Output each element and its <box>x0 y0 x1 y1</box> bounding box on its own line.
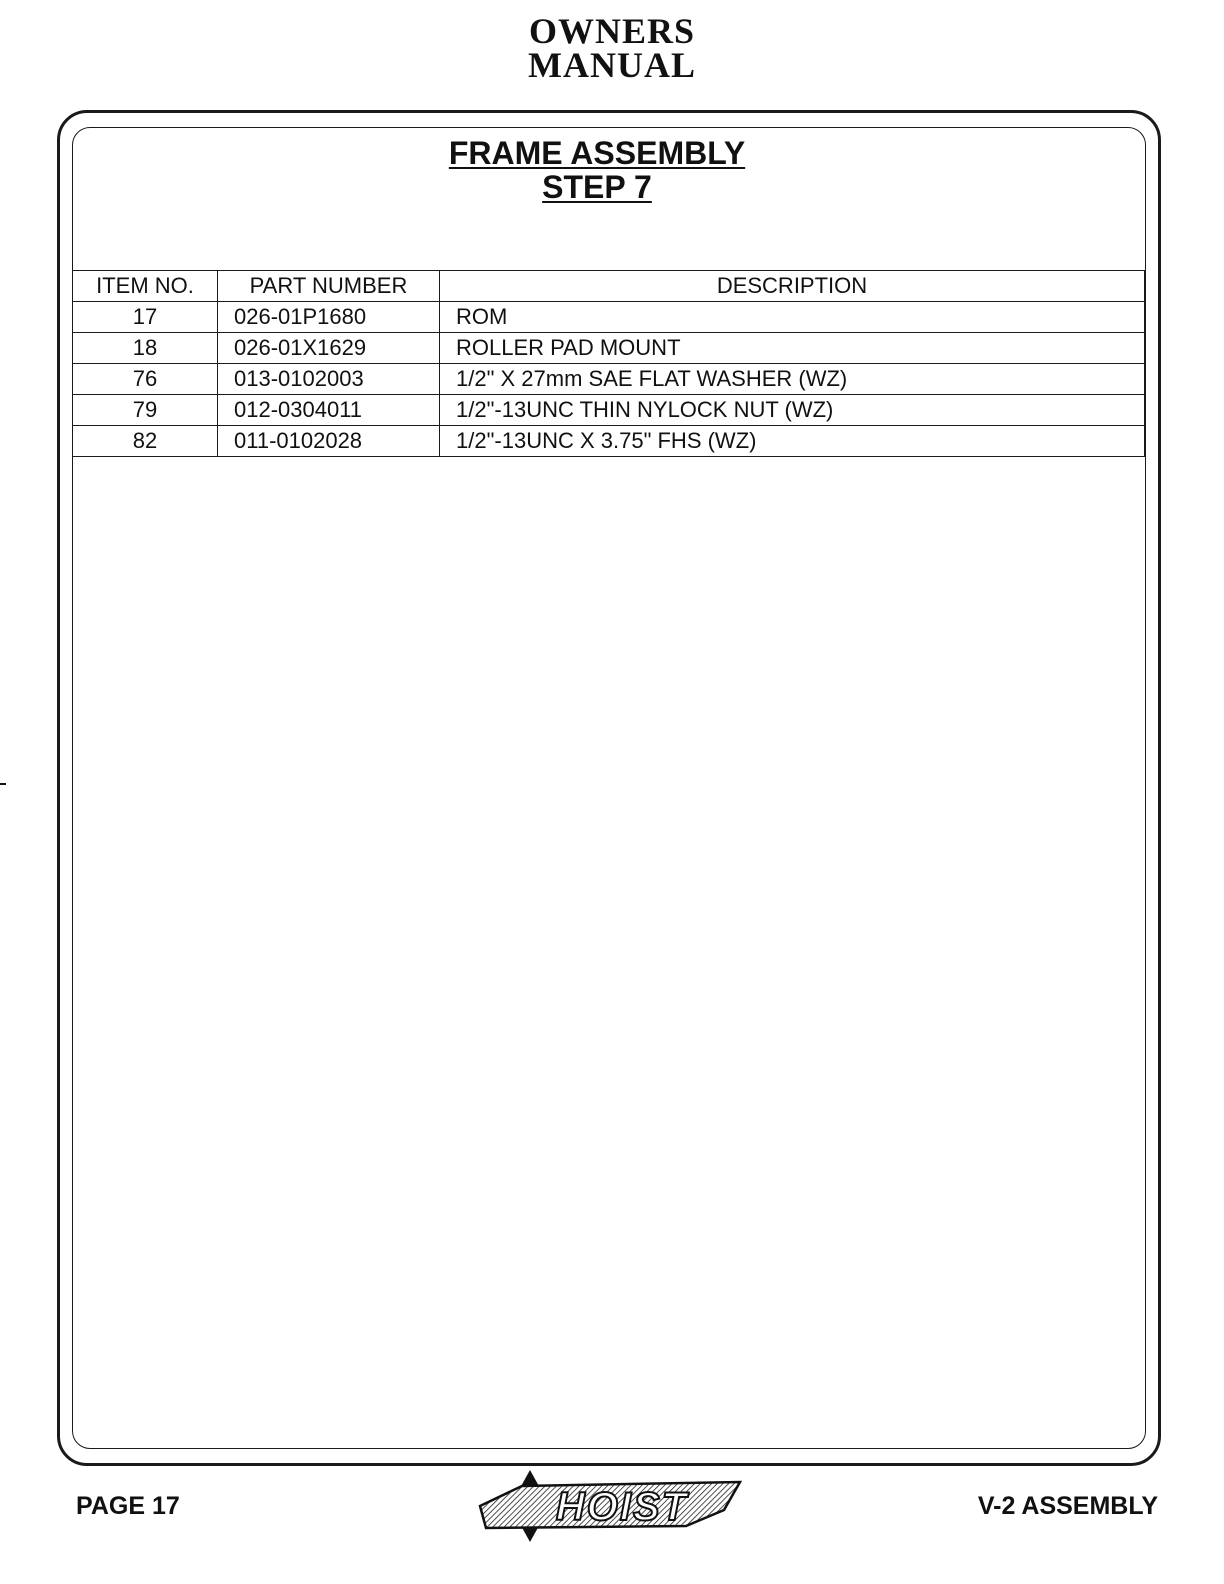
item-no-cell: 17 <box>73 302 218 333</box>
column-header-part-number: PART NUMBER <box>218 271 440 302</box>
part-number-cell: 011-0102028 <box>218 426 440 457</box>
column-header-description: DESCRIPTION <box>440 271 1145 302</box>
logo-wordmark: HOIST <box>555 1485 689 1529</box>
item-no-cell: 76 <box>73 364 218 395</box>
description-cell: 1/2" X 27mm SAE FLAT WASHER (WZ) <box>440 364 1145 395</box>
part-number-cell: 013-0102003 <box>218 364 440 395</box>
part-number-cell: 026-01X1629 <box>218 333 440 364</box>
table-row <box>73 302 1145 333</box>
parts-table <box>72 270 1145 457</box>
page-number: PAGE 17 <box>76 1492 180 1520</box>
description-cell: ROM <box>440 302 1145 333</box>
description-cell: 1/2"-13UNC X 3.75" FHS (WZ) <box>440 426 1145 457</box>
section-footer-label: V-2 ASSEMBLY <box>977 1492 1158 1520</box>
header-line-2: MANUAL <box>528 45 696 85</box>
part-number-cell: 026-01P1680 <box>218 302 440 333</box>
item-no-cell: 18 <box>73 333 218 364</box>
manual-header <box>0 11 1224 85</box>
step-label: STEP 7 <box>542 169 652 205</box>
column-header-item-no: ITEM NO. <box>73 271 218 302</box>
table-row <box>73 364 1145 395</box>
table-row <box>73 426 1145 457</box>
table-row <box>73 395 1145 426</box>
table-header-row <box>73 271 1145 302</box>
table-row <box>73 333 1145 364</box>
header-line-1: OWNERS <box>528 11 696 51</box>
hoist-logo <box>472 1468 748 1544</box>
description-cell: 1/2"-13UNC THIN NYLOCK NUT (WZ) <box>440 395 1145 426</box>
section-title-block <box>0 136 1194 204</box>
item-no-cell: 82 <box>73 426 218 457</box>
margin-tick-mark <box>0 783 6 785</box>
item-no-cell: 79 <box>73 395 218 426</box>
part-number-cell: 012-0304011 <box>218 395 440 426</box>
section-title: FRAME ASSEMBLY <box>448 135 746 171</box>
description-cell: ROLLER PAD MOUNT <box>440 333 1145 364</box>
